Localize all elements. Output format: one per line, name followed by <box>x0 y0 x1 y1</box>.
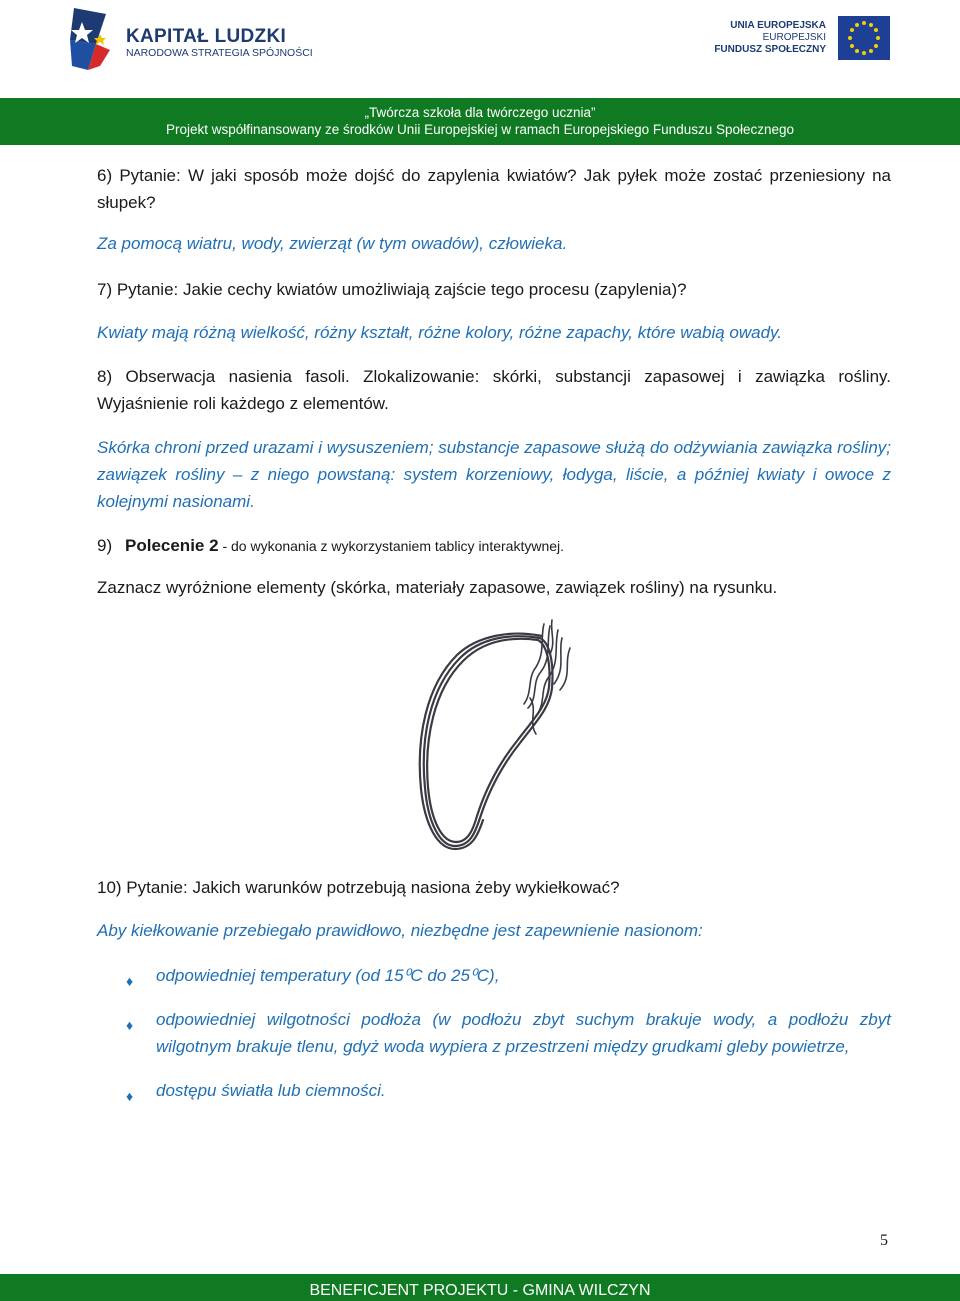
banner-cofinancing-text: Projekt współfinansowany ze środków Unii Europejskiej w ramach Europejskiego Funduszu Społecznego <box>165 122 795 137</box>
task-9-instruction: - do wykonania z wykorzystaniem tablicy interaktywnej. <box>218 538 565 554</box>
list-item <box>126 1006 891 1060</box>
eu-fund-text <box>714 20 826 56</box>
list-item <box>126 962 891 989</box>
question-10: 10) Pytanie: Jakich warunków potrzebują nasiona żeby wykiełkować? <box>97 878 620 897</box>
eu-fund-logo <box>714 16 898 66</box>
banner-project-name: „Twórcza szkoła dla twórczego ucznia” <box>364 105 596 120</box>
answer-7: Kwiaty mają różną wielkość, różny kształt, różne kolory, różne zapachy, które wabią owady. <box>97 323 783 342</box>
eu-line-2: EUROPEJSKI <box>762 32 826 43</box>
page-number: 5 <box>880 1232 888 1249</box>
list-item-text: odpowiedniej wilgotności podłoża (w podłożu zbyt suchym brakuje wody, a podłożu zbyt wilgotnym brakuje tlenu, gdyż woda wypiera z przestrzeni między grudkami gleby powietrze, <box>156 1010 891 1056</box>
question-8: 8) Obserwacja nasienia fasoli. Zlokalizowanie: skórki, substancji zapasowej i zawiązka rośliny. Wyjaśnienie roli każdego z elementów. <box>97 367 891 413</box>
answer-10-intro: Aby kiełkowanie przebiegało prawidłowo, niezbędne jest zapewnienie nasionom: <box>97 921 703 940</box>
answer-6: Za pomocą wiatru, wody, zwierząt (w tym owadów), człowieka. <box>97 234 568 253</box>
bean-seed-drawing[interactable] <box>400 618 600 854</box>
question-7: 7) Pytanie: Jakie cechy kwiatów umożliwiają zajście tego procesu (zapylenia)? <box>97 280 687 299</box>
diamond-bullet-icon: ♦ <box>126 1088 134 1104</box>
answer-8: Skórka chroni przed urazami i wysuszeniem; substancje zapasowe służą do odżywiania zawiązka rośliny; zawiązek rośliny – z niego powstaną: system korzeniowy, łodyga, liście, a później kwiaty i owoce z kolejnymi nasionami. <box>97 438 891 511</box>
kapital-ludzki-subtitle: NARODOWA STRATEGIA SPÓJNOŚCI <box>126 47 313 59</box>
project-banner <box>0 98 960 145</box>
list-item-text: odpowiedniej temperatury (od 15⁰C do 25⁰C), <box>156 966 500 985</box>
eu-flag-icon <box>838 16 890 60</box>
diamond-bullet-icon: ♦ <box>126 973 134 989</box>
diamond-bullet-icon: ♦ <box>126 1017 134 1033</box>
question-6: 6) Pytanie: W jaki sposób może dojść do zapylenia kwiatów? Jak pyłek może zostać przeniesiony na słupek? <box>97 166 891 212</box>
kapital-ludzki-logo <box>66 4 313 74</box>
list-item <box>126 1077 891 1104</box>
kapital-ludzki-title: KAPITAŁ LUDZKI <box>126 26 287 47</box>
footer-banner: BENEFICJENT PROJEKTU - GMINA WILCZYN <box>0 1274 960 1301</box>
eu-line-3: FUNDUSZ SPOŁECZNY <box>714 44 826 55</box>
task-9-description: Zaznacz wyróżnione elementy (skórka, materiały zapasowe, zawiązek rośliny) na rysunku. <box>97 578 778 597</box>
kapital-ludzki-emblem-icon <box>66 4 116 74</box>
task-9-number: 9) <box>97 536 113 555</box>
eu-line-1: UNIA EUROPEJSKA <box>730 20 826 31</box>
list-item-text: dostępu światła lub ciemności. <box>156 1081 386 1100</box>
task-9 <box>97 532 891 560</box>
task-9-title: Polecenie 2 <box>125 536 219 555</box>
